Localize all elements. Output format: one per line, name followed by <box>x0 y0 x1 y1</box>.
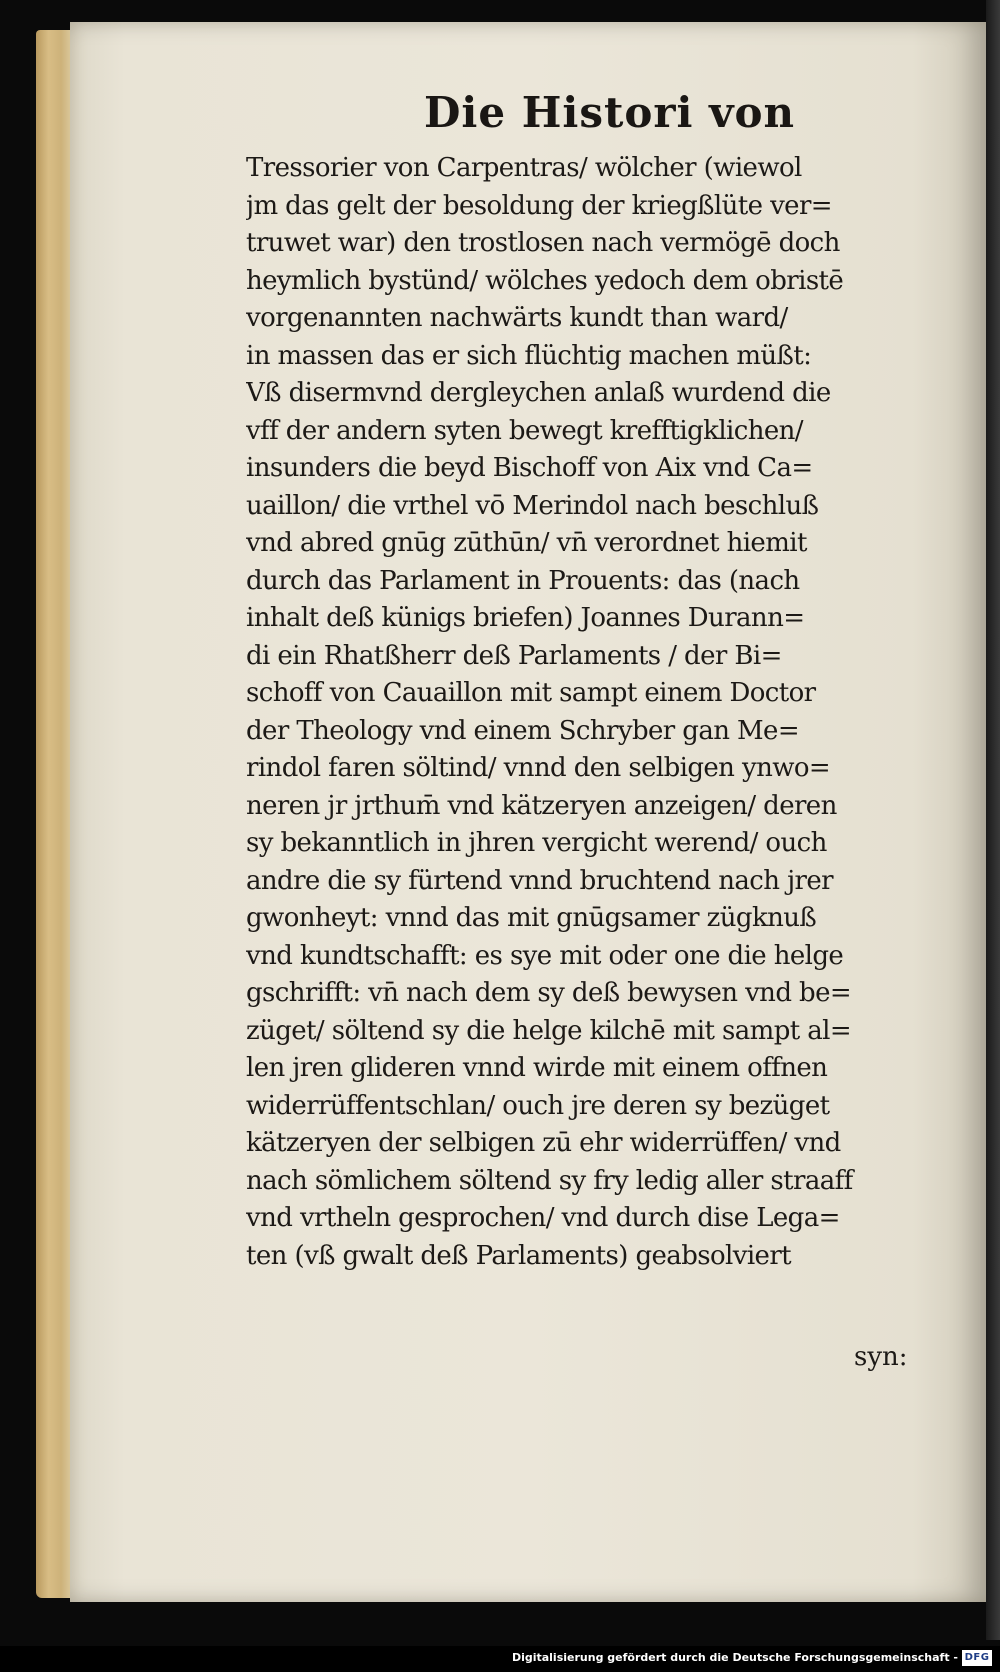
text-line: len jren glideren vnnd wirde mit einem offnen <box>246 1053 828 1083</box>
text-line: sy bekanntlich in jhren vergicht werend/ ouch <box>246 828 827 858</box>
text-line: rindol faren söltind/ vnnd den selbigen ynwo= <box>246 753 831 783</box>
text-line: der Theology vnd einem Schryber gan Me= <box>246 715 800 746</box>
text-line: ten (vß gwalt deß Parlaments) geabsolviert <box>246 1240 792 1271</box>
text-line: widerrüffentschlan/ ouch jre deren sy bezüget <box>246 1090 830 1121</box>
text-line: vnd vrtheln gesprochen/ vnd durch dise Lega= <box>246 1203 840 1233</box>
text-line: heymlich bystünd/ wölches yedoch dem obristē <box>246 265 844 296</box>
book-spine-shadow <box>986 0 1000 1640</box>
text-line: durch das Parlament in Prouents: das (nach <box>246 565 800 596</box>
text-line: uaillon/ die vrthel vō Merindol nach beschluß <box>246 490 819 521</box>
catchword: syn: <box>854 1342 908 1372</box>
footer-bar <box>0 1646 1000 1672</box>
text-line: vnd kundtschafft: es sye mit oder one die helge <box>246 940 844 971</box>
text-line: vnd abred gnūg zūthūn/ vn̄ verordnet hiemit <box>246 528 807 558</box>
dfg-logo: DFG <box>962 1650 992 1666</box>
text-line: vorgenannten nachwärts kundt than ward/ <box>246 303 788 333</box>
text-line: gwonheyt: vnnd das mit gnūgsamer zügknuß <box>246 903 817 933</box>
text-line: Vß disermvnd dergleychen anlaß wurdend die <box>246 378 831 408</box>
text-line: neren jr jrthum̄ vnd kätzeryen anzeigen/ deren <box>246 790 837 821</box>
text-line: in massen das er sich flüchtig machen müßt: <box>246 340 812 371</box>
text-line: gschrifft: vn̄ nach dem sy deß bewysen vnd be= <box>246 978 852 1008</box>
text-block <box>246 150 946 1275</box>
text-line: schoff von Cauaillon mit sampt einem Doctor <box>246 678 816 708</box>
text-line: di ein Rhatßherr deß Parlaments / der Bi= <box>246 640 782 671</box>
text-line: züget/ söltend sy die helge kilchē mit sampt al= <box>246 1015 852 1046</box>
text-line: kätzeryen der selbigen zū ehr widerrüffen/ vnd <box>246 1128 841 1158</box>
text-line: vff der andern syten bewegt krefftigklichen/ <box>246 415 803 446</box>
funding-credit: Digitalisierung gefördert durch die Deutsche Forschungsgemeinschaft - <box>511 1651 958 1664</box>
text-line: andre die sy fürtend vnnd bruchtend nach jrer <box>246 865 833 896</box>
text-line: truwet war) den trostlosen nach vermögē doch <box>246 228 840 258</box>
text-line: jm das gelt der besoldung der kriegßlüte ver= <box>246 190 832 221</box>
text-line: Tressorier von Carpentras/ wölcher (wiewol <box>246 153 802 183</box>
text-line: insunders die beyd Bischoff von Aix vnd Ca= <box>246 453 813 483</box>
text-line: nach sömlichem söltend sy fry ledig aller straaff <box>246 1165 853 1196</box>
running-head: Die Histori von <box>424 88 796 137</box>
text-line: inhalt deß künigs briefen) Joannes Durann= <box>246 603 805 633</box>
